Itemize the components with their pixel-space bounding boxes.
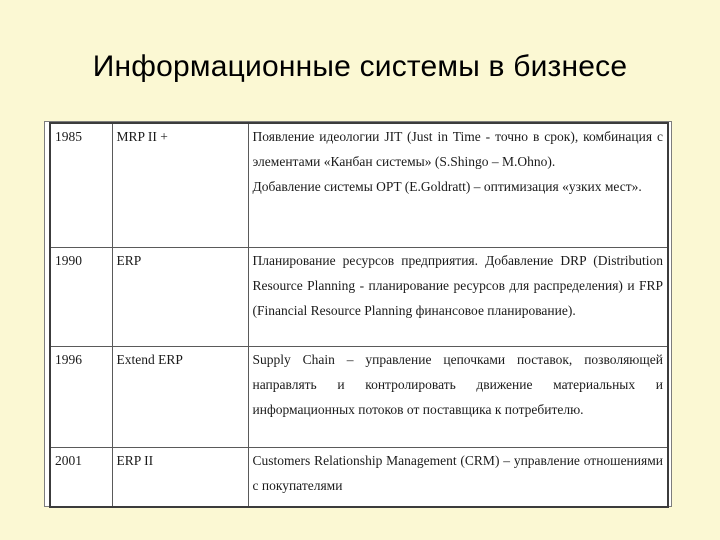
description-text: Supply Chain – управление цепочками поставок, позволяющей направлять и контролировать движение материальных и информационных потоков от поставщика к потребителю. — [252, 351, 663, 417]
description-text: Customers Relationship Management (CRM) – управление отношениями с покупателями — [252, 452, 663, 493]
description-extra-text: Добавление системы OPT (E.Goldratt) – оптимизация «узких мест». — [252, 179, 642, 194]
system-cell: MRP II + — [112, 123, 248, 247]
description-cell — [248, 447, 668, 507]
table-row — [50, 447, 668, 507]
year-cell: 1985 — [50, 123, 112, 247]
description-text: Планирование ресурсов предприятия. Добавление DRP (Distribution Resource Planning - планирование ресурсов для распределения) и FRP (Financial Resource Planning финансовое планирование). — [252, 252, 663, 318]
system-cell: ERP II — [112, 447, 248, 507]
description-cell — [248, 123, 668, 247]
year-cell: 1996 — [50, 346, 112, 447]
table-row — [50, 123, 668, 247]
slide-title: Информационные системы в бизнесе — [92, 50, 628, 83]
system-cell: Extend ERP — [112, 346, 248, 447]
year-cell: 1990 — [50, 247, 112, 346]
history-table-frame — [44, 121, 672, 507]
description-cell — [248, 247, 668, 346]
description-cell — [248, 346, 668, 447]
year-cell: 2001 — [50, 447, 112, 507]
table-row — [50, 247, 668, 346]
table-row — [50, 346, 668, 447]
system-cell: ERP — [112, 247, 248, 346]
history-table — [49, 122, 669, 508]
description-text: Появление идеологии JIT (Just in Time - точно в срок), комбинация с элементами «Канбан системы» (S.Shingo – M.Ohno). — [252, 129, 663, 169]
